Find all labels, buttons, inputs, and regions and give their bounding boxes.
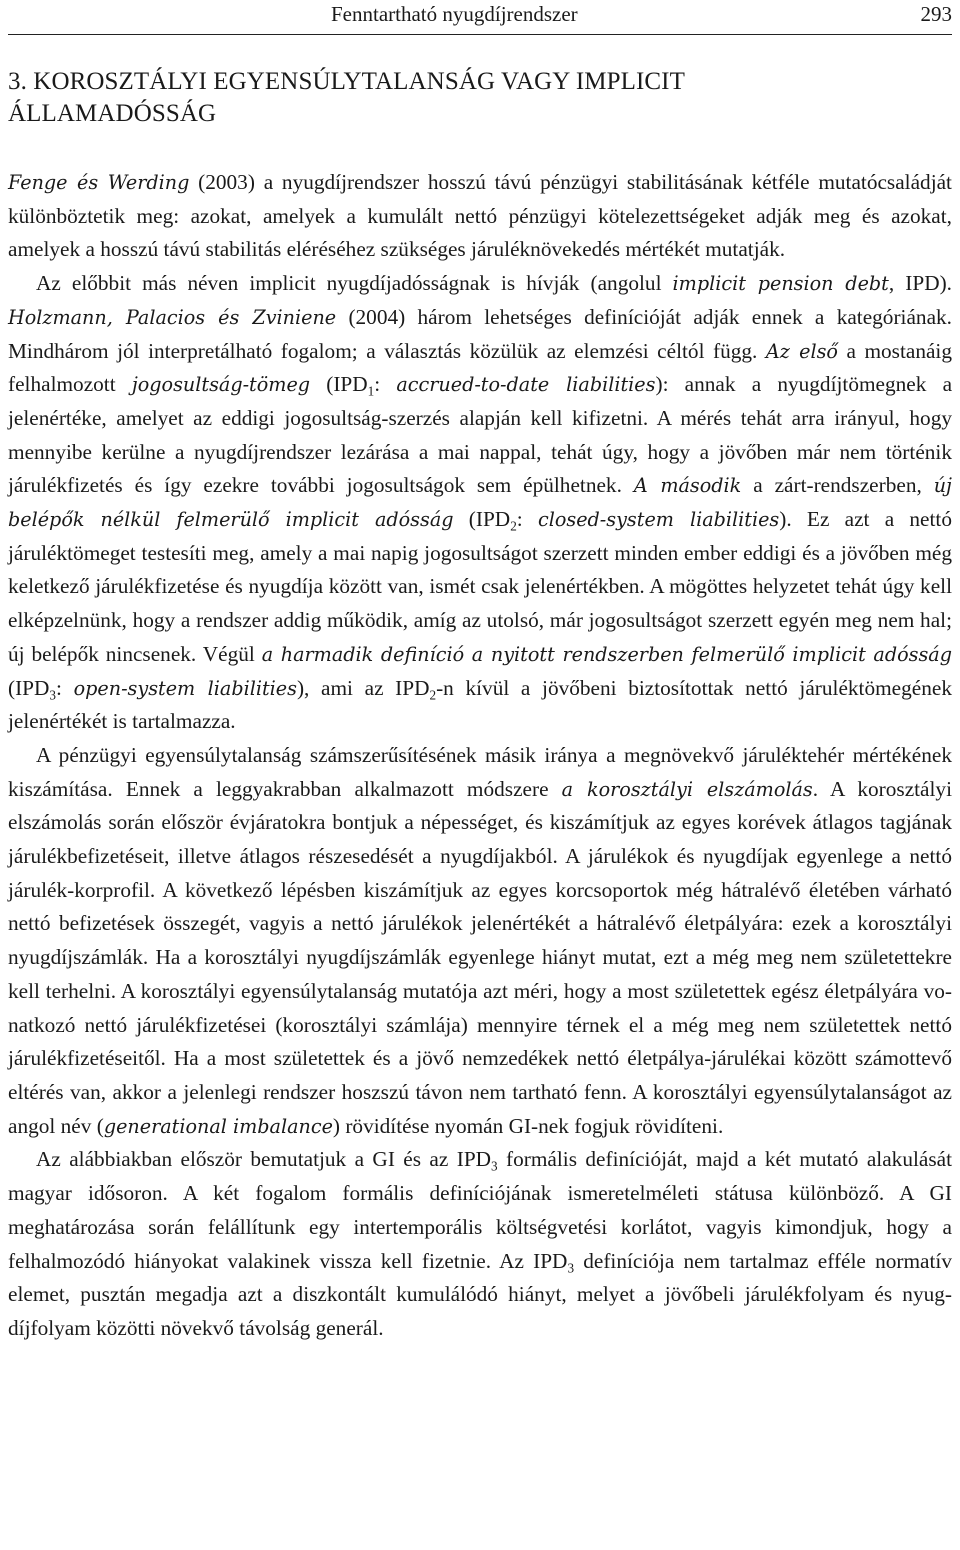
text-run: (IPD: [310, 372, 368, 397]
section-title: [8, 66, 952, 130]
italic-run: open-system liabilities: [73, 676, 297, 700]
text-run: :: [516, 507, 538, 532]
section-title-line-2: ÁLLAMADÓSSÁG: [8, 100, 217, 127]
section-title-line-1: 3. KOROSZTÁLYI EGYENSÚLYTALANSÁG VAGY IMPLICIT: [8, 68, 685, 95]
paragraph-2: [8, 267, 952, 739]
text-run: definíciója nem tartalmaz efféle normatív elemet, pusztán megadja azt a diszkontált kumulálódó hiányt, melyet a jövőbeli járulékfolyam és nyugdíjfolyam közötti növekvő távolság generál.: [8, 1248, 952, 1340]
italic-run: implicit pension debt: [672, 272, 889, 296]
text-run: formális definícióját, majd a két mutató alakulását magyar idősoron. A két fogalom formális definíciójának ismeretelméleti státusa különböző. A GI meghatározása során felállítunk egy intertemporális költségvetési korlátot, vagyis kimondjuk, hogy a felhalmozódó hiányokat valakinek vissza kell fizetnie. Az IPD: [8, 1147, 952, 1273]
text-run: :: [56, 675, 74, 700]
subscript: 1: [367, 383, 375, 399]
text-run: -n kívül a jövőbeni biztosítottak nettó járuléktömegének jelenértékét is tartalmazza.: [8, 675, 952, 734]
paragraph-1: [8, 166, 952, 267]
text-run: ): annak a nyugdíjtömegnek a jelenértéke, amelyet az eddigi jogosultság-szerzés alapján kell kifizetni. A mérés tehát arra irányul, hogy mennyibe kerülne a nyugdíjrendszer lezárása a mai nappal, tehát úgy, hogy a jövőben már nem történik járulékfizetés és így ezekre további jogosultságok sem épülhetnek.: [8, 372, 953, 498]
text-run: Az előbbit más néven implicit nyugdíjadósságnak is hívják (angolul: [36, 271, 673, 296]
paragraph-4: [8, 1143, 952, 1345]
text-run: (IPD: [8, 675, 50, 700]
text-run: , IPD).: [888, 271, 952, 296]
header-rule: [8, 34, 952, 35]
text-run: :: [374, 372, 397, 397]
body-text: [8, 166, 952, 1346]
page-header: [0, 0, 960, 36]
text-run: a mostanáig felhalmozott: [8, 338, 952, 397]
italic-run: a korosztályi elszámolás: [561, 777, 813, 801]
italic-run: closed-system liabilities: [537, 508, 780, 532]
text-run: (IPD: [453, 507, 511, 532]
subscript: 3: [567, 1260, 575, 1276]
italic-run: Holzmann, Palacios és Zviniene: [8, 305, 337, 329]
italic-run: új belépők nélkül felmerülő implicit adósság: [8, 474, 952, 532]
text-run: . A korosztályi elszámolás során először évjáratokra bontjuk a népességet, és kiszámítjuk az egyes korévek átlagos tagjának járulékbefizetéseit, illetve átlagos részesedését a nyugdíjakból. A járulékok és nyugdíjak egyenlege a nettó járulék-korprofil. A következő lépésben kiszámítjuk az egyes korcsoportok még hátralévő életében várható nettó befizetések összegét, vagyis a nettó járulékok jelenértékét a hátralévő életpályára: ezek a korosztályi nyugdíjszámlák. Ha a korosztályi nyugdíjszámlák egyenlege hiányt mutat, ezt a még meg nem születettekre kell terhelni. A korosztályi egyensúlytalanság mutatója azt méri, hogy a most születettek egész életpályára vonatkozó nettó járulékfizetései (korosztályi számlája) mennyire térnek el a még meg nem születettek nettó járulékfizetéseitől. Ha a most születettek és a jövő nemzedékek nettó életpálya-járulékai között számottevő eltérés van, akkor a jelenlegi rendszer hoszszú távon nem tartható fenn. A korosztályi egyensúlytalanságot az angol név (: [8, 776, 952, 1138]
italic-run: accrued-to-date liabilities: [396, 373, 656, 397]
page-number: 293: [920, 2, 952, 26]
paragraph-3: [8, 739, 952, 1143]
italic-run: jogosultság-tömeg: [131, 373, 311, 397]
text-run: ), ami az IPD: [296, 675, 430, 700]
text-run: (2004) három lehetséges definícióját adják ennek a kategóriának. Mindhárom jól interpretálható fogalom; a választás közülük az elemzési céltól függ.: [8, 304, 952, 363]
subscript: 3: [491, 1159, 498, 1174]
italic-run: Az első: [765, 339, 838, 363]
subscript: 2: [429, 687, 437, 703]
text-run: ) rövidítése nyomán GI-nek fogjuk rövidíteni.: [332, 1113, 724, 1138]
italic-run: a harmadik definíció a nyitott rendszerben felmerülő implicit adósság: [261, 642, 952, 666]
italic-run: Fenge és Werding: [8, 171, 190, 194]
text-run: a zárt-rendszerben,: [741, 473, 934, 498]
italic-run: A második: [633, 474, 742, 498]
subscript: 3: [49, 687, 57, 703]
text-run: Az alábbiakban először bemutatjuk a GI és az IPD: [36, 1147, 492, 1172]
text-run: ). Ez azt a nettó járuléktömeget testesíti meg, amely a mai napig jogosultságot szerzett minden ember eddigi és a jövőben még keletkező járulékfizetése és nyugdíja között van, ismét csak jelenértékben. A mögöttes helyzetet tehát úgy kell elképzelnünk, hogy a rendszer addig működik, amíg az utolsó, már jogosultságot szerzett egyén meg nem hal; új belépők nincsenek. Végül: [8, 507, 952, 666]
subscript: 2: [510, 518, 517, 534]
running-head: Fenntartható nyugdíjrendszer: [331, 2, 578, 26]
text-run: A pénzügyi egyensúlytalanság számszerűsítésének másik iránya a megnövekvő járuléktehér mértékének kiszámítása. Ennek a leggyakrabban alkalmazott módszere: [8, 742, 952, 801]
italic-run: generational imbalance: [103, 1114, 333, 1138]
text-run: (2003) a nyugdíjrendszer hosszú távú pénzügyi stabilitásának kétféle mutatócsaládját különböztetik meg: azokat, amelyek a kumulált nettó pénzügyi kötelezettségeket adják meg és azokat, amelyek a hosszú távú stabilitás eléréséhez szükséges járuléknövekedés mértékét mutatják.: [8, 170, 952, 262]
